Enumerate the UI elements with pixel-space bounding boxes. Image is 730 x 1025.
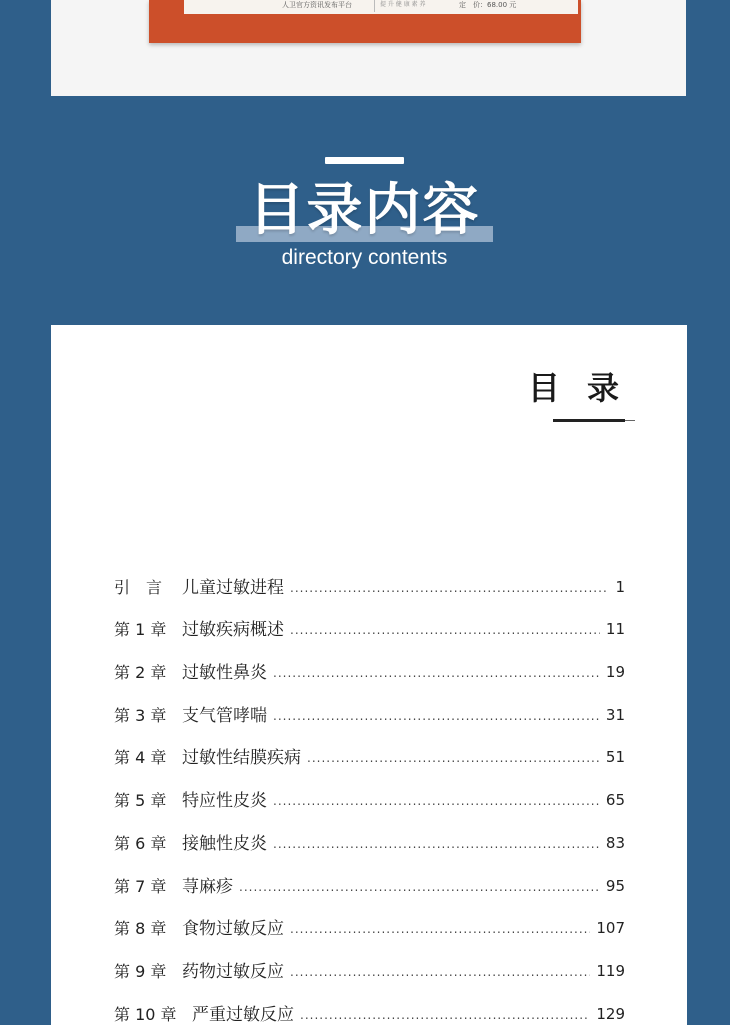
title-decoration-bar (325, 157, 404, 164)
toc-item[interactable] (114, 555, 625, 598)
toc-item[interactable] (114, 854, 625, 897)
toc-chapter-title: 过敏性鼻炎 (182, 663, 267, 684)
toc-chapter-label: 第 8 章 (114, 919, 167, 939)
toc-dot-leader (290, 623, 600, 637)
toc-heading: 目 录 (527, 369, 627, 407)
toc-page-number: 51 (605, 748, 625, 767)
toc-page-number: 119 (596, 961, 625, 980)
toc-item[interactable] (114, 897, 625, 940)
toc-item[interactable] (114, 598, 625, 641)
toc-page-number: 1 (615, 577, 625, 596)
toc-chapter-label: 第 9 章 (114, 961, 167, 981)
toc-chapter-title: 支气管哮喘 (182, 705, 267, 726)
toc-heading-underline-tail (625, 420, 635, 421)
toc-dot-leader (273, 794, 600, 808)
toc-dot-leader (273, 837, 600, 851)
toc-chapter-label: 第 6 章 (114, 833, 167, 853)
toc-chapter-title: 过敏性结膜疾病 (182, 748, 301, 769)
toc-chapter-title: 食物过敏反应 (182, 919, 284, 940)
toc-page-number: 65 (605, 791, 625, 810)
toc-chapter-label: 第 10 章 (114, 1004, 177, 1024)
section-title: 目录内容 (248, 178, 481, 243)
toc-page-number: 107 (596, 919, 625, 938)
cover-divider (374, 0, 375, 12)
toc-chapter-label: 第 7 章 (114, 876, 167, 896)
toc-dot-leader (273, 666, 600, 680)
section-subtitle: directory contents (281, 246, 448, 269)
toc-chapter-title: 药物过敏反应 (182, 961, 284, 982)
toc-dot-leader (239, 880, 600, 894)
toc-page-number: 31 (605, 705, 625, 724)
toc-chapter-title: 严重过敏反应 (192, 1004, 294, 1025)
toc-chapter-title: 特应性皮炎 (182, 791, 267, 812)
toc-dot-leader (307, 751, 600, 765)
cover-info-strip (184, 0, 578, 14)
toc-page-number: 19 (605, 663, 625, 682)
toc-dot-leader (273, 709, 600, 723)
toc-page-number: 95 (605, 876, 625, 895)
toc-list (114, 555, 625, 1025)
toc-item[interactable] (114, 640, 625, 683)
toc-page-number: 11 (605, 620, 625, 639)
toc-item[interactable] (114, 768, 625, 811)
toc-item[interactable] (114, 683, 625, 726)
toc-chapter-label: 第 1 章 (114, 620, 167, 640)
toc-item[interactable] (114, 939, 625, 982)
toc-item[interactable] (114, 726, 625, 769)
toc-dot-leader (300, 1008, 590, 1022)
cover-price: 定 价：68.00 元 (459, 1, 517, 9)
toc-dot-leader (290, 965, 590, 979)
toc-chapter-label: 引 言 (114, 577, 163, 597)
toc-panel (51, 325, 687, 1025)
toc-chapter-label: 第 5 章 (114, 791, 167, 811)
cover-slogan-text: 提 升 健 康 素 养 (380, 1, 426, 8)
toc-chapter-label: 第 2 章 (114, 663, 167, 683)
toc-chapter-label: 第 4 章 (114, 748, 167, 768)
toc-chapter-title: 过敏疾病概述 (182, 620, 284, 641)
top-panel (51, 0, 686, 96)
book-cover-image (149, 0, 581, 43)
toc-chapter-title: 接触性皮炎 (182, 833, 267, 854)
toc-item[interactable] (114, 811, 625, 854)
toc-item[interactable] (114, 982, 625, 1025)
toc-dot-leader (290, 581, 609, 595)
toc-chapter-title: 儿童过敏进程 (182, 577, 284, 598)
toc-page-number: 83 (605, 833, 625, 852)
cover-publisher-text: 人卫官方资讯发布平台 (282, 1, 352, 9)
toc-heading-underline (553, 419, 625, 422)
toc-dot-leader (290, 922, 590, 936)
toc-chapter-label: 第 3 章 (114, 705, 167, 725)
toc-chapter-title: 荨麻疹 (182, 876, 233, 897)
toc-page-number: 129 (596, 1004, 625, 1023)
